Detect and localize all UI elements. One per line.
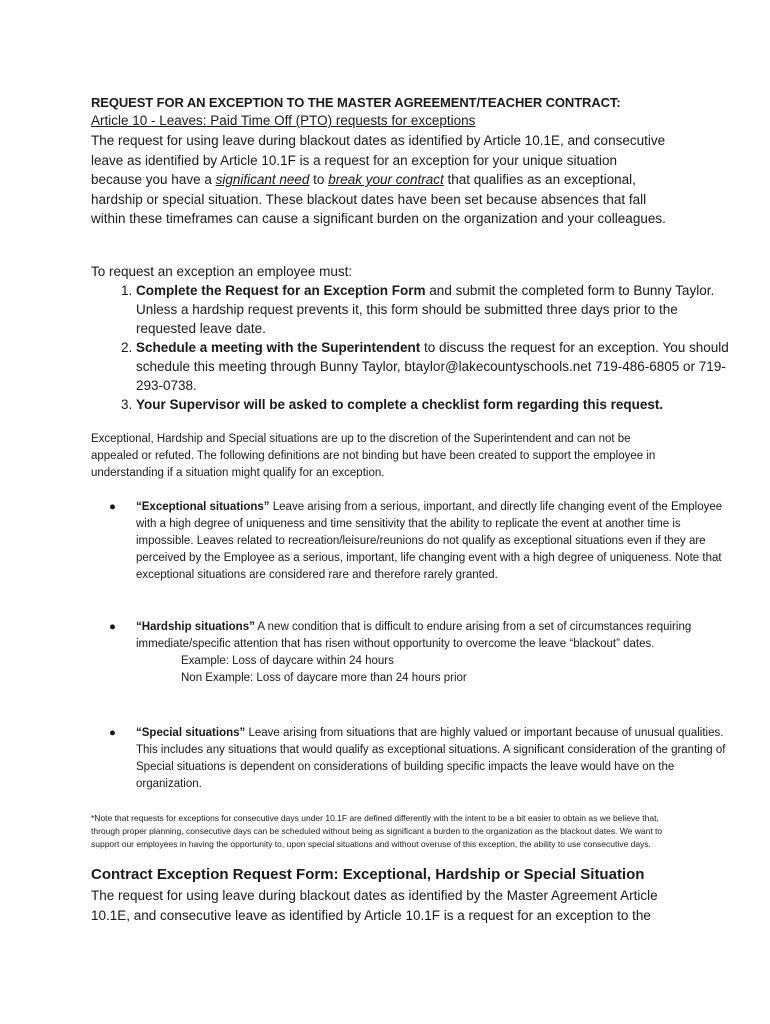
document-title: REQUEST FOR AN EXCEPTION TO THE MASTER AGREEMENT/TEACHER CONTRACT: [91,95,621,110]
hardship-non-example: Non Example: Loss of daycare more than 24 hours prior [181,672,467,684]
definition-text: Leave arising from a serious, important, and directly life changing event of the Employee with a high degree of uniqueness and time sensitivity that the ability to replicate the event at another time is impossible. Leaves related to recreation/leisure/reunions do not qualify as exceptional situations even if they are perceived by the Employee as a serious, important, life changing event with a high degree of uniqueness. Note that exceptional situations are considered rare and therefore rarely granted. [136,501,723,581]
hardship-example: Example: Loss of daycare within 24 hours [181,655,394,667]
step-heading: Complete the Request for an Exception Form [136,283,426,298]
step-text: to discuss the request for an exception. You should schedule this meeting through Bunny Taylor, btaylor@lakecountyschools.net 719-486-6805 or 719-293-0738. [136,340,729,393]
list-item [109,725,736,793]
intro-text-2: to [309,172,329,187]
step-heading: Schedule a meeting with the Superintendent [136,340,421,355]
definition-term: “Special situations” [136,727,246,739]
step-item [136,395,736,414]
definition-hardship [91,619,736,687]
intro-text-1: The request for using leave during blackout dates as identified by Article 10.1E, and consecutive leave as identified by Article 10.1F is a request for an exception for your unique situation because you have a [91,133,666,187]
form-intro: The request for using leave during blackout dates as identified by the Master Agreement Article 10.1E, and consecutive leave as identified by Article 10.1F is a request for an exception to the [91,888,658,923]
definition-text: Leave arising from situations that are highly valued or important because of unusual qualities. This includes any situations that would qualify as exceptional situations. A significant consideration of the granting of Special situations is dependent on considerations of building specific impacts the leave would have on the organization. [136,727,726,790]
definition-special [91,725,736,793]
bullet-icon: ● [109,501,116,513]
steps-list [91,281,736,414]
bullet-icon: ● [109,727,116,739]
document-subtitle: Article 10 - Leaves: Paid Time Off (PTO) requests for exceptions [91,113,476,128]
definition-term: “Hardship situations” [136,621,255,633]
step-item [136,338,736,395]
form-heading: Contract Exception Request Form: Exceptional, Hardship or Special Situation [91,866,645,883]
request-lead: To request an exception an employee must: [91,264,353,279]
footnote: *Note that requests for exceptions for consecutive days under 10.1F are defined differently with the intent to be a bit easier to obtain as we believe that, through proper planning, consecutive days can be scheduled without being as significant a burden to the organization as the blackout dates. We want to support our employees in having the opportunity to, upon special situations and without overuse of this exception, the ability to use consecutive days. [91,813,663,849]
step-text: and submit the completed form to Bunny Taylor. Unless a hardship request prevents it, this form should be submitted three days prior to the requested leave date. [136,283,715,336]
list-item [109,619,736,687]
bullet-icon: ● [109,621,116,633]
intro-emphasis-break-contract: break your contract [328,172,444,187]
list-item [109,499,736,584]
step-item [136,281,736,338]
definition-text: A new condition that is difficult to endure arising from a set of circumstances requiring immediate/specific attention that has risen without opportunity to overcome the leave “blackout” dates. [136,621,692,650]
disclaimer-paragraph: Exceptional, Hardship and Special situations are up to the discretion of the Superintendent and can not be appealed or refuted. The following definitions are not binding but have been created to support the employee in understanding if a situation might qualify for an exception. [91,433,656,479]
definition-term: “Exceptional situations” [136,501,270,513]
definition-exceptional [91,499,736,584]
intro-paragraph [91,131,671,229]
intro-emphasis-significant-need: significant need [215,172,310,187]
intro-text-3: that qualifies as an exceptional, hardship or special situation. These blackout dates have been set because absences that fall within these timeframes can cause a significant burden on the organization and your colleagues. [91,172,666,226]
step-heading: Your Supervisor will be asked to complete a checklist form regarding this request. [136,397,664,412]
